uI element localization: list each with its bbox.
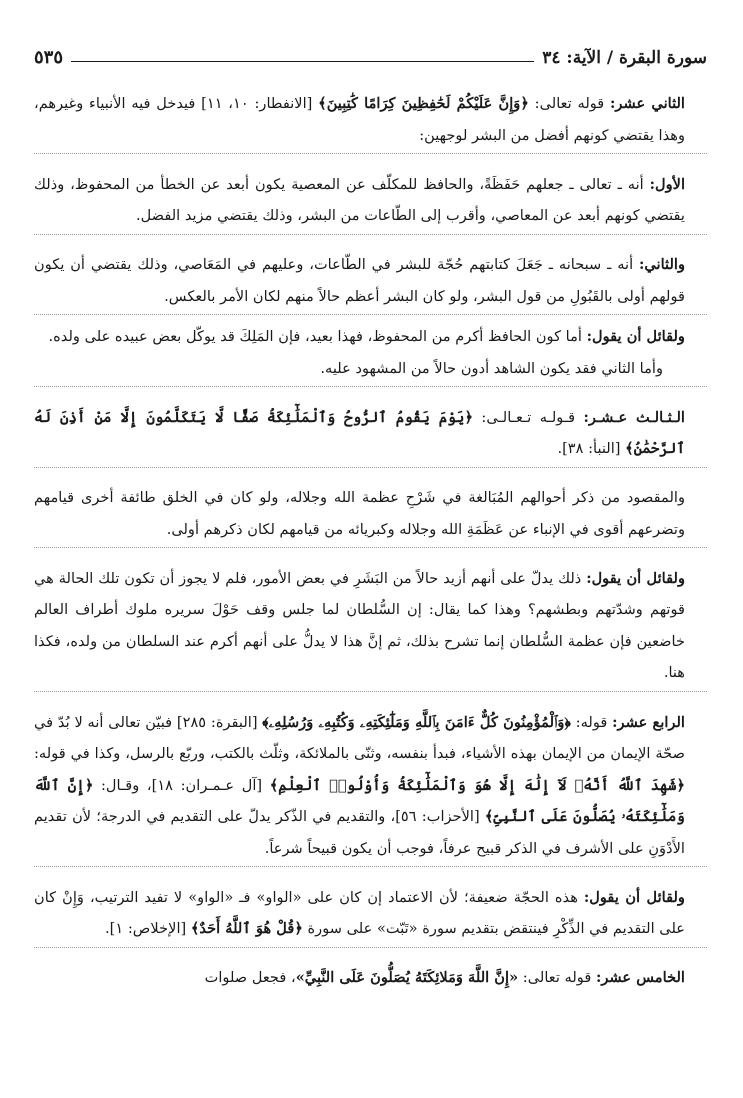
paragraph-text: قوله تعالى:	[528, 95, 611, 112]
paragraph-purpose	[34, 482, 707, 548]
paragraph-text: [الأحزاب: ٥٦]، والتقديم في الذّكر يدلّ على التقديم في الدرجة؛ لأن تقديم الأَدْوَنِ على الأشرف في الذكر قبيح عرفاً، فوجب أن يكون قبيحاً شرعاً.	[34, 808, 685, 857]
paragraph-text: [البقرة: ٢٨٥] فبيّن تعالى أنه لا بُدّ في صحّة الإيمان من الإيمان بهذه الأشياء، فبدأ بنفسه، وثنّى بالملائكة، وثلّث بالكتب، وربّع بالرسل، وكذا في قوله:	[34, 713, 685, 763]
paragraph-14th	[34, 707, 707, 868]
paragraph-label: الـثـالـث عـشـر:	[583, 408, 685, 426]
paragraph-13th	[34, 402, 707, 468]
page-number: ٥٣٥	[34, 47, 64, 68]
page-body	[34, 88, 707, 1002]
paragraph-text: أنه ـ سبحانه ـ جَعَلَ كتابتهم حُجّة للبشر في الطّاعات، وعليهم في المَعَاصي، وذلك يقتضي أن يكون قولهم أولى بالقَبُولِ من قول البشر، ولو كان البشر أعظم حالاً منهم لكان الأمر بالعكس.	[34, 256, 685, 305]
paragraph-text: [آل عـمـران: ١٨]، وقـال:	[93, 776, 270, 794]
paragraph-objection-3	[34, 882, 707, 948]
paragraph-text: [الإخلاص: ١].	[105, 920, 191, 938]
paragraph-continuation: وأما الثاني فقد يكون الشاهد أدون حالاً من المشهود عليه.	[320, 359, 663, 377]
paragraph-15th	[34, 962, 707, 996]
running-header-title: سورة البقرة / الآية: ٣٤	[542, 48, 707, 68]
paragraph-label: ولقائل أن يقول:	[586, 328, 685, 346]
paragraph-label: الثاني عشر:	[610, 95, 685, 112]
paragraph-label: ولقائل أن يقول:	[586, 569, 685, 587]
paragraph-label: الأول:	[649, 175, 685, 193]
paragraph-label: الرابع عشر:	[612, 713, 685, 731]
paragraph-12th	[34, 88, 707, 154]
paragraph-label: ولقائل أن يقول:	[583, 888, 685, 906]
paragraph-text: هذه الحجّة ضعيفة؛ لأن الاعتماد إن كان على «الواو» فـ «الواو» لا تفيد الترتيب، وَإِنْ كان على التقديم في الذِّكْرِ فينتقض بتقديم سورة «تَبّت» على سورة	[34, 888, 685, 938]
quran-verse: ﴿قُلْ هُوَ ٱللَّهُ أَحَدٌ﴾	[190, 920, 303, 938]
quran-verse: ﴿وَإِنَّ عَلَيْكُمْ لَحَٰفِظِينَ كِرَامًا كَٰتِبِينَ﴾	[318, 95, 529, 112]
quran-verse: ﴿إِنَّ ٱللَّهَ وَمَلَٰٓئِكَتَهُۥ يُصَلُّونَ عَلَى ٱلنَّبِىِّ﴾	[34, 776, 685, 826]
quran-verse: ﴿شَهِدَ ٱللَّهُ أَنَّهُۥ لَآ إِلَٰهَ إِلَّا هُوَ وَٱلْمَلَٰٓئِكَةُ وَأُوْلُوا۟ ٱلْعِلْمِ﴾	[269, 776, 686, 794]
paragraph-text: قوله:	[570, 713, 613, 731]
paragraph-text: أنه ـ تعالى ـ جعلهم حَفَظَةً، والحافظ للمكلّف عن المعصية يكون أبعد عن الخطأ من المحفوظ، وذلك يقتضي كونهم أبعد عن المعاصي، وأقرب إلى الطّاعات من البشر، وذلك يقتضي مزيد الفضل.	[34, 175, 685, 225]
paragraph-text: قـولـه تـعـالـى:	[473, 408, 584, 426]
paragraph-text: [النبأ: ٣٨].	[557, 440, 626, 458]
paragraph-text: ذلك يدلّ على أنهم أزيد حالاً من البَشَرِ في بعض الأمور، فلم لا يجوز أن تكون تلك الحالة هي قوتهم وشدّتهم وبطشهم؟ وهذا كما يقال: إن السُّلطان لما جلس وقف حَوْلَ سريره ملوك أطراف العالم خاضعين فإن عظمة السُّلطان إنما تشرح بذلك، ثم إنَّ هذا لا يدلُّ على أنهم أكرم عند السلطان من ولده، فكذا هنا.	[34, 569, 685, 682]
paragraph-text: أما كون الحافظ أكرم من المحفوظ، فهذا بعيد، فإن المَلِكَ قد يوكّل بعض عبيده على ولده.	[48, 328, 587, 346]
quran-verse: ﴿يَوْمَ يَقُومُ ٱلرُّوحُ وَٱلْمَلَٰٓئِكَةُ صَفًّا لَّا يَتَكَلَّمُونَ إِلَّا مَنْ أَذِنَ لَهُ ٱلرَّحْمَٰنُ﴾	[34, 408, 685, 458]
paragraph-label: والثاني:	[638, 256, 685, 274]
paragraph-label: الخامس عشر:	[595, 969, 685, 987]
page-header	[34, 38, 707, 68]
quran-verse: «إِنَّ اللَّهَ وَمَلائِكَتَهُ يُصَلُّونَ عَلَى النَّبِيِّ»	[295, 969, 519, 987]
paragraph-text: ، فجعل صلوات	[204, 969, 296, 987]
paragraph-text: [الانفطار: ١٠، ١١] فيدخل فيه الأنبياء وغيرهم، وهذا يقتضي كونهم أفضل من البشر لوجهين:	[34, 95, 685, 144]
paragraph-text: والمقصود من ذكر أحوالهم المُبَالغة في شَرْحِ عظمة الله وجلاله، ولو كان في الخلق طائفة أخرى قيامهم وتضرعهم أقوى في الإنباء عن عَظَمَةِ الله وجلاله وكبريائه من قيامهم لكان ذكرهم أولى.	[34, 489, 685, 538]
header-rule	[71, 61, 534, 62]
quran-verse: ﴿وَٱلْمُؤْمِنُونَ كُلٌّ ءَامَنَ بِٱللَّهِ وَمَلَٰٓئِكَتِهِۦ وَكُتُبِهِۦ وَرُسُلِهِۦ﴾	[262, 713, 571, 731]
paragraph-objection-2	[34, 563, 707, 692]
paragraph-objection-1	[34, 321, 707, 387]
paragraph-first	[34, 169, 707, 235]
paragraph-text: قوله تعالى:	[518, 969, 596, 987]
paragraph-second	[34, 249, 707, 315]
